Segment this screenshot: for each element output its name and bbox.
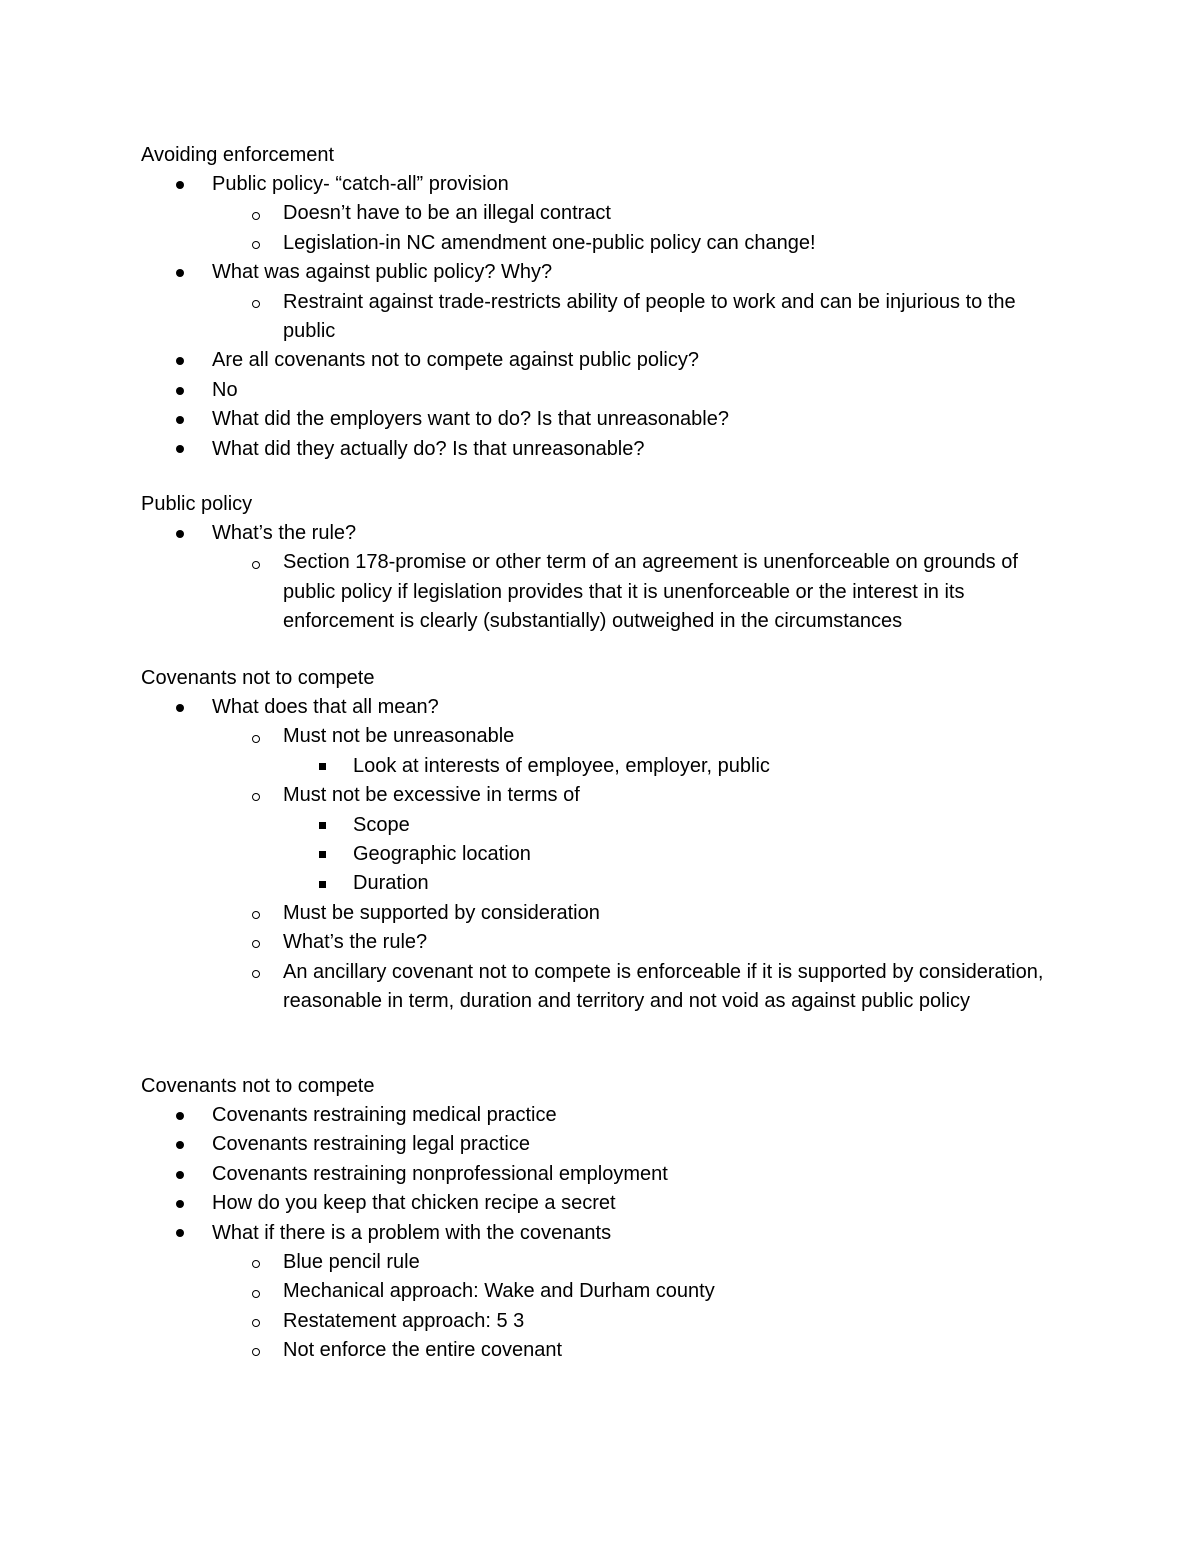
list-item	[141, 781, 1061, 810]
list-item	[141, 869, 1061, 898]
list-item-text: What was against public policy? Why?	[212, 261, 553, 284]
bullet-dot-icon	[170, 1160, 190, 1189]
list-item	[141, 258, 1061, 287]
list-item	[141, 229, 1061, 258]
list-item-text: Public policy- “catch-all” provision	[212, 173, 509, 195]
list-item-text: Restatement approach: 5 3	[283, 1309, 525, 1332]
list-item	[141, 346, 1061, 375]
section-heading: Avoiding enforcement	[141, 144, 335, 166]
bullet-dot-icon	[170, 1189, 190, 1218]
list-item	[141, 958, 1061, 1017]
bullet-square-icon	[312, 752, 332, 781]
list-item	[141, 693, 1061, 722]
bullet-dot-icon	[170, 346, 190, 375]
list-item	[141, 288, 1061, 347]
list-item	[141, 199, 1061, 228]
bullet-circle-icon	[246, 781, 266, 810]
list-item	[141, 840, 1061, 869]
section-heading: Covenants not to compete	[141, 1075, 375, 1097]
list-item	[141, 548, 1061, 636]
list-item	[141, 519, 1061, 548]
list-item	[141, 722, 1061, 751]
list-item-text: Doesn’t have to be an illegal contract	[283, 202, 611, 225]
list-item	[141, 1160, 1061, 1189]
bullet-dot-icon	[170, 435, 190, 464]
list-item	[141, 1277, 1061, 1306]
list-item-text: An ancillary covenant not to compete is enforceable if it is supported by consideration, reasonable in term, duration and territory and not void as against public policy	[283, 960, 1044, 1013]
list-item-text: Scope	[353, 813, 410, 836]
list-item-text: Must not be excessive in terms of	[283, 784, 580, 807]
section-covenants-not-to-compete-2	[141, 1072, 1061, 1366]
list-item	[141, 1248, 1061, 1277]
section-avoiding-enforcement	[141, 141, 1061, 464]
section-heading: Covenants not to compete	[141, 667, 375, 689]
bullet-circle-icon	[246, 722, 266, 751]
list-item-text: What’s the rule?	[212, 522, 357, 544]
bullet-circle-icon	[246, 548, 266, 577]
list-item-text: Covenants restraining legal practice	[212, 1133, 530, 1156]
list-item-text: How do you keep that chicken recipe a secret	[212, 1192, 616, 1215]
list-item	[141, 899, 1061, 928]
list-item	[141, 1189, 1061, 1218]
bullet-circle-icon	[246, 958, 266, 987]
bullet-square-icon	[312, 811, 332, 840]
bullet-dot-icon	[170, 519, 190, 548]
bullet-dot-icon	[170, 1101, 190, 1130]
list-item-text: Duration	[353, 872, 429, 895]
list-item	[141, 376, 1061, 405]
list-item-text: What does that all mean?	[212, 696, 439, 718]
bullet-dot-icon	[170, 1130, 190, 1159]
list-item	[141, 1307, 1061, 1336]
bullet-square-icon	[312, 869, 332, 898]
bullet-circle-icon	[246, 229, 266, 258]
list-item-text: Not enforce the entire covenant	[283, 1339, 563, 1362]
list-item	[141, 1336, 1061, 1365]
section-heading: Public policy	[141, 493, 253, 515]
bullet-circle-icon	[246, 288, 266, 317]
bullet-circle-icon	[246, 1307, 266, 1336]
list-item-text: Restraint against trade-restricts ability of people to work and can be injurious to the public	[283, 290, 1016, 343]
list-item	[141, 405, 1061, 434]
list-item-text: Are all covenants not to compete against public policy?	[212, 349, 699, 372]
bullet-circle-icon	[246, 928, 266, 957]
list-item-text: Must be supported by consideration	[283, 901, 600, 924]
list-item-text: Geographic location	[353, 843, 531, 866]
list-item-text: Section 178-promise or other term of an agreement is unenforceable on grounds of public policy if legislation provides that it is unenforceable or the interest in its enforcement is clearly (substantially) outweighed in the circumstances	[283, 551, 1018, 633]
list-item	[141, 1219, 1061, 1248]
list-item	[141, 170, 1061, 199]
list-item-text: What did the employers want to do? Is that unreasonable?	[212, 408, 729, 431]
bullet-circle-icon	[246, 899, 266, 928]
list-item-text: Must not be unreasonable	[283, 725, 515, 748]
list-item-text: No	[212, 378, 238, 401]
section-covenants-not-to-compete-1	[141, 664, 1061, 1016]
list-item	[141, 1101, 1061, 1130]
list-item	[141, 928, 1061, 957]
bullet-circle-icon	[246, 1277, 266, 1306]
bullet-circle-icon	[246, 199, 266, 228]
list-item	[141, 435, 1061, 464]
bullet-dot-icon	[170, 376, 190, 405]
bullet-circle-icon	[246, 1248, 266, 1277]
bullet-dot-icon	[170, 170, 190, 199]
list-item-text: What if there is a problem with the covenants	[212, 1221, 612, 1244]
list-item	[141, 752, 1061, 781]
bullet-circle-icon	[246, 1336, 266, 1365]
bullet-dot-icon	[170, 405, 190, 434]
list-item-text: What’s the rule?	[283, 931, 428, 954]
list-item-text: What did they actually do? Is that unreasonable?	[212, 437, 645, 460]
list-item	[141, 811, 1061, 840]
bullet-dot-icon	[170, 693, 190, 722]
list-item-text: Covenants restraining medical practice	[212, 1104, 557, 1126]
bullet-dot-icon	[170, 1219, 190, 1248]
list-item-text: Legislation-in NC amendment one-public policy can change!	[283, 231, 816, 254]
bullet-dot-icon	[170, 258, 190, 287]
bullet-square-icon	[312, 840, 332, 869]
list-item	[141, 1130, 1061, 1159]
list-item-text: Look at interests of employee, employer, public	[353, 754, 770, 777]
list-item-text: Mechanical approach: Wake and Durham county	[283, 1280, 715, 1303]
list-item-text: Blue pencil rule	[283, 1251, 420, 1274]
list-item-text: Covenants restraining nonprofessional employment	[212, 1162, 668, 1185]
section-public-policy	[141, 490, 1061, 637]
